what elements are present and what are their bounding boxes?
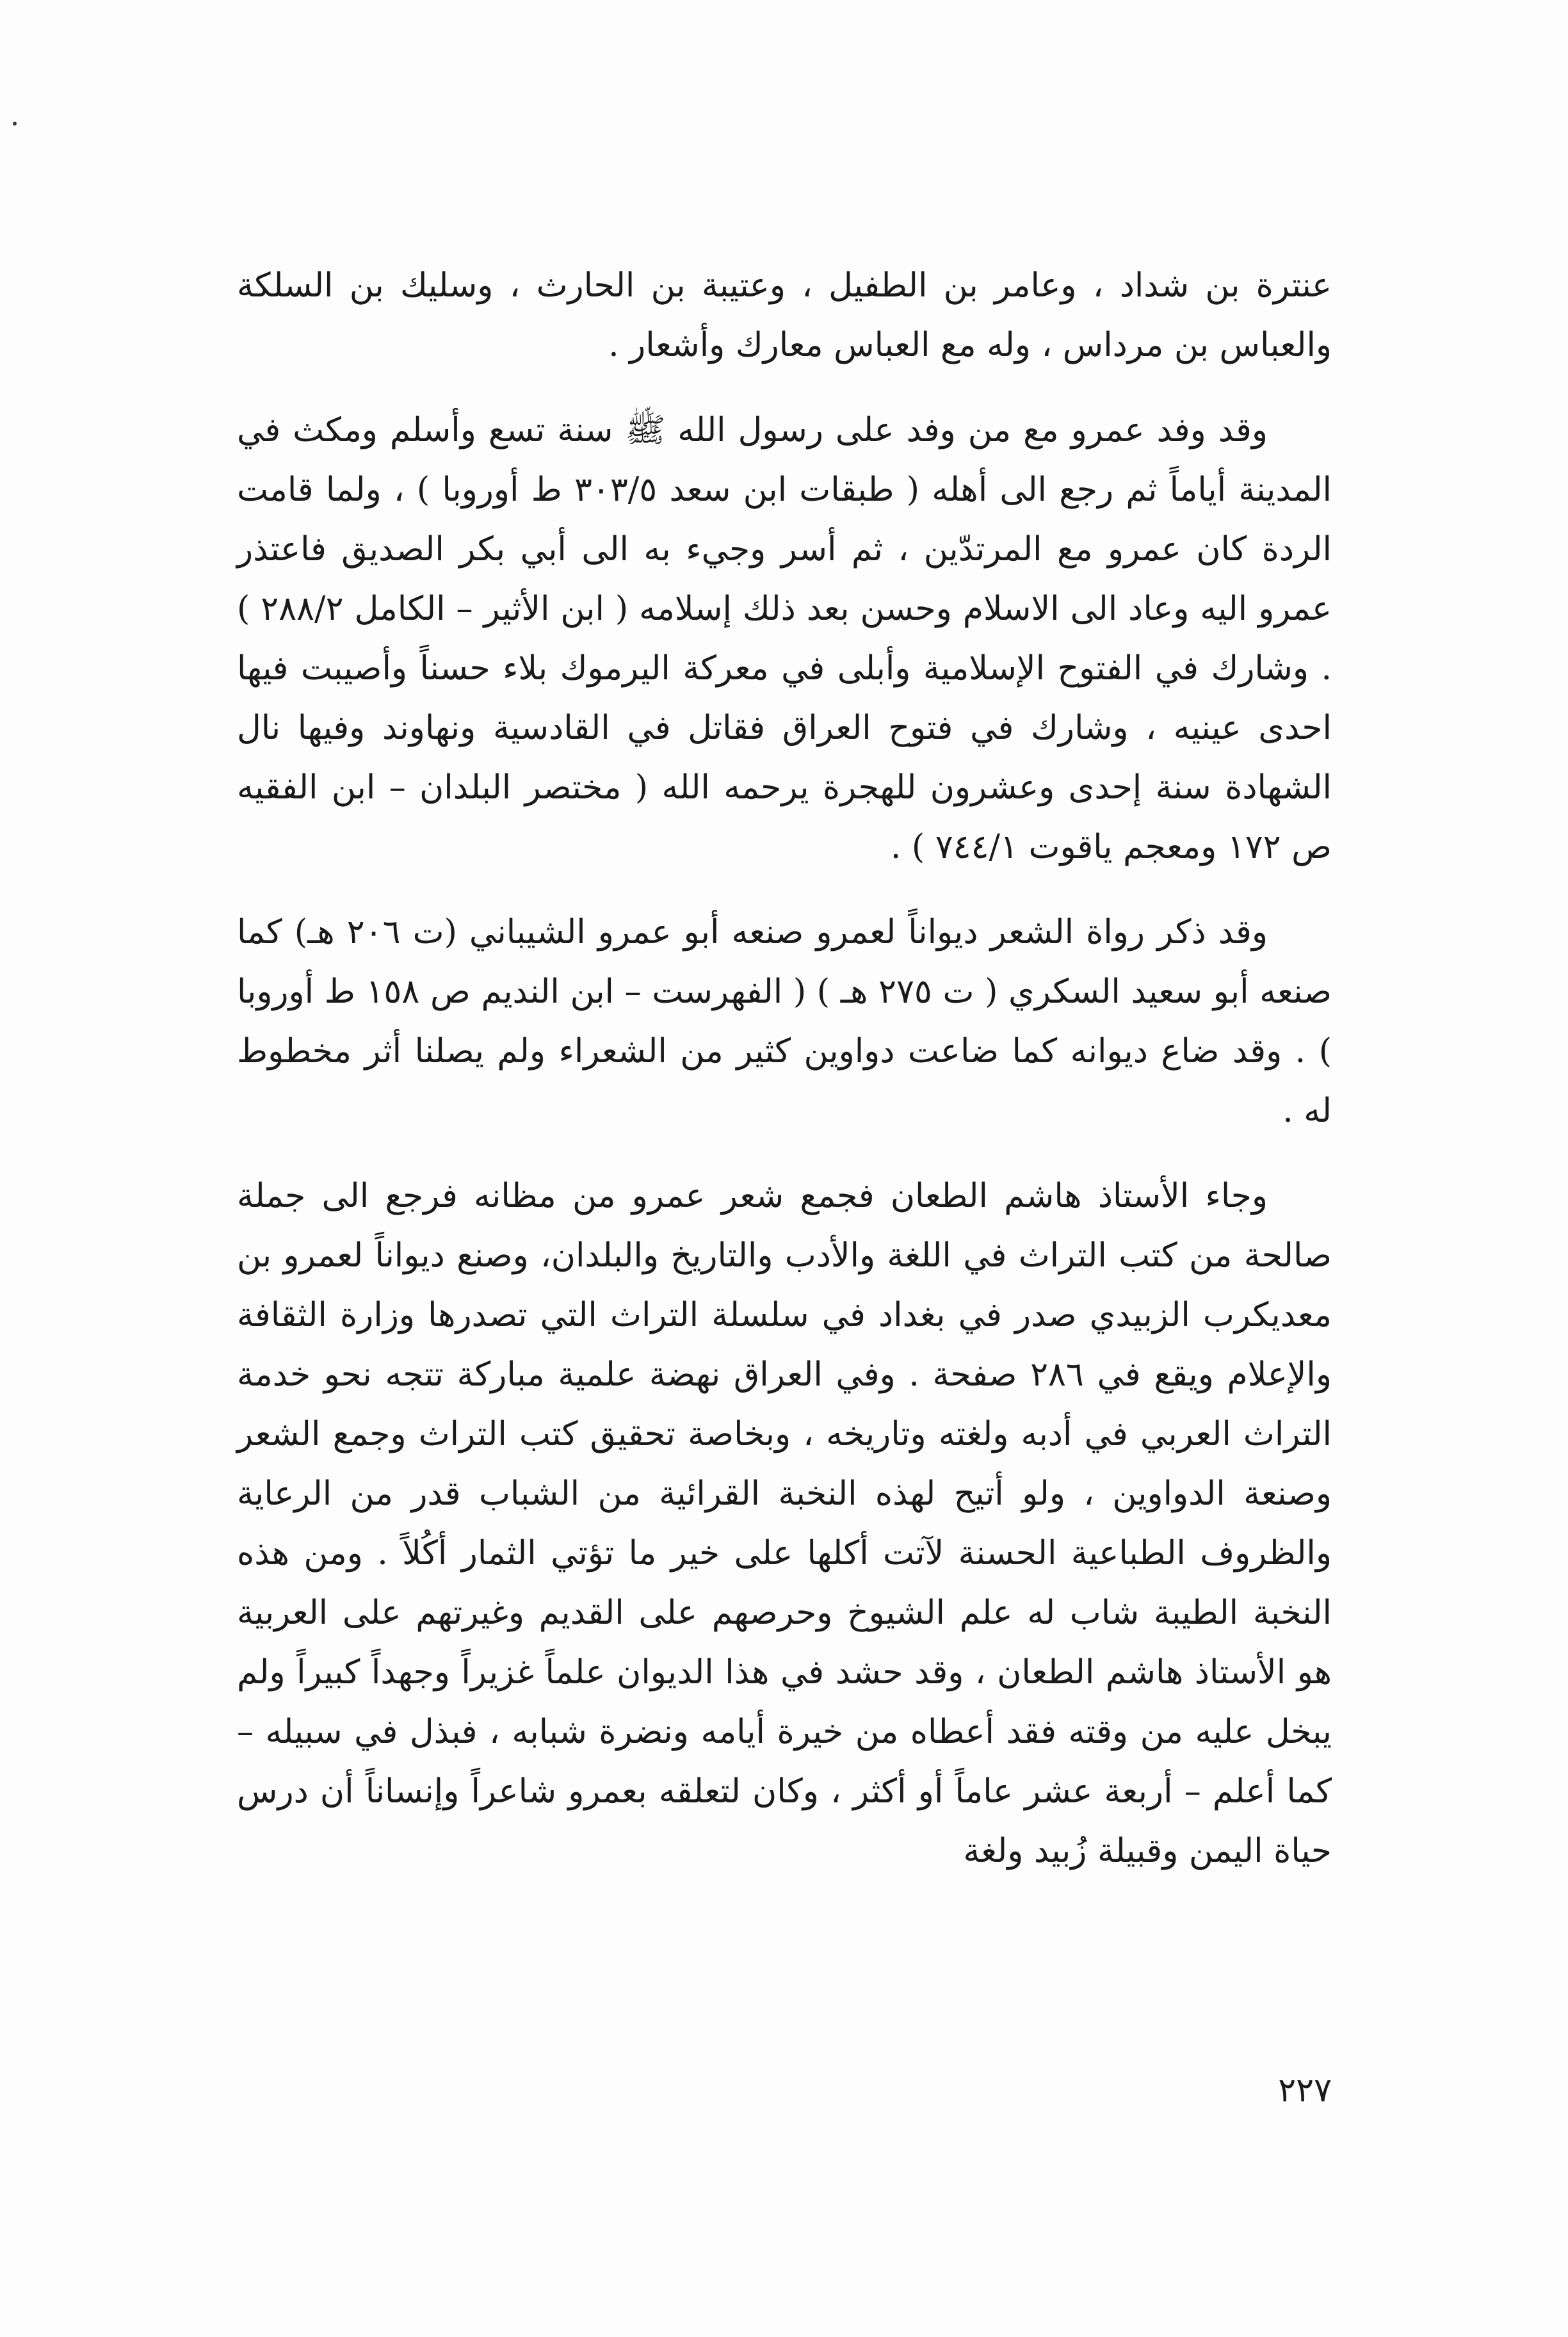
- paragraph-4: وجاء الأستاذ هاشم الطعان فجمع شعر عمرو من مظانه فرجع الى جملة صالحة من كتب التراث في اللغة والأدب والتاريخ والبلدان، وصنع ديواناً لعمرو بن معديكرب الزبيدي صدر في بغداد في سلسلة التراث التي تصدرها وزارة الثقافة والإعلام ويقع في ٢٨٦ صفحة . وفي العراق نهضة علمية مباركة تتجه نحو خدمة التراث العربي في أدبه ولغته وتاريخه ، وبخاصة تحقيق كتب التراث وجمع الشعر وصنعة الدواوين ، ولو أتيح لهذه النخبة القرائية من الشباب قدر من الرعاية والظروف الطباعية الحسنة لآتت أكلها على خير ما تؤتي الثمار أكُلاً . ومن هذه النخبة الطيبة شاب له علم الشيوخ وحرصهم على القديم وغيرتهم على العربية هو الأستاذ هاشم الطعان ، وقد حشد في هذا الديوان علماً غزيراً وجهداً كبيراً ولم يبخل عليه من وقته فقد أعطاه من خيرة أيامه ونضرة شبابه ، فبذل في سبيله – كما أعلم – أربعة عشر عاماً أو أكثر ، وكان لتعلقه بعمرو شاعراً وإنساناً أن درس حياة اليمن وقبيلة زُبيد ولغة: [237, 1177, 1332, 1870]
- scan-speck: [13, 122, 17, 125]
- paragraph-2: وقد وفد عمرو مع من وفد على رسول الله ﷺ سنة تسع وأسلم ومكث في المدينة أياماً ثم رجع الى أهله ( طبقات ابن سعد ٣٠٣/٥ ط أوروبا ) ، ولما قامت الردة كان عمرو مع المرتدّين ، ثم أسر وجيء به الى أبي بكر الصديق فاعتذر عمرو اليه وعاد الى الاسلام وحسن بعد ذلك إسلامه ( ابن الأثير – الكامل ٢٨٨/٢ ) . وشارك في الفتوح الإسلامية وأبلى في معركة اليرموك بلاء حسناً وأصيبت فيها احدى عينيه ، وشارك في فتوح العراق فقاتل في القادسية ونهاوند وفيها نال الشهادة سنة إحدى وعشرون للهجرة يرحمه الله ( مختصر البلدان – ابن الفقيه ص ١٧٢ ومعجم ياقوت ٧٤٤/١ ) .: [237, 411, 1332, 866]
- paragraph-1: عنترة بن شداد ، وعامر بن الطفيل ، وعتيبة بن الحارث ، وسليك بن السلكة والعباس بن مرداس ، وله مع العباس معارك وأشعار .: [237, 266, 1332, 364]
- body-text: [237, 256, 1332, 1881]
- page-number: ٢٢٧: [1278, 2071, 1332, 2110]
- paragraph-3: وقد ذكر رواة الشعر ديواناً لعمرو صنعه أبو عمرو الشيباني (ت ٢٠٦ هـ) كما صنعه أبو سعيد السكري ( ت ٢٧٥ هـ ) ( الفهرست – ابن النديم ص ١٥٨ ط أوروبا ) . وقد ضاع ديوانه كما ضاعت دواوين كثير من الشعراء ولم يصلنا أثر مخطوط له .: [237, 913, 1332, 1130]
